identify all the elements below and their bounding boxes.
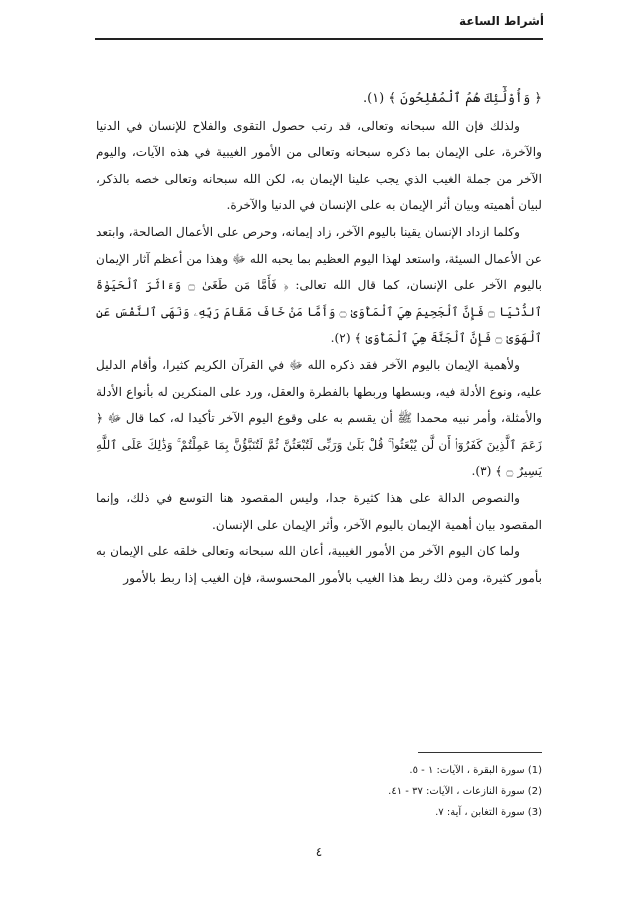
footnotes (242, 760, 542, 823)
footnote-2: (2) سورة النازعات ، الآيات: ٣٧ - ٤١. (388, 786, 542, 797)
paragraph-2: ولذلك فإن الله سبحانه وتعالى، قد رتب حصول التقوى والفلاح للإنسان في الدنيا والآخرة، على الإيمان بما ذكره سبحانه وتعالى من الأمور الغيبية في هذه الآيات، واليوم الآخر من جملة الغيب الذي يجب علينا الإيمان به، لكن الله سبحانه وتعالى خصه بالذكر، لبيان أهميته وبيان أثر الإيمان به على الإنسان في الدنيا والآخرة. (96, 118, 542, 213)
footnote-3: (3) سورة التغابن ، آية: ٧. (435, 807, 542, 818)
paragraph-6: ولما كان اليوم الآخر من الأمور الغيبية، أعان الله سبحانه وتعالى خلقه على الإيمان به بأمور كثيرة، ومن ذلك ربط هذا الغيب بالأمور المحسوسة، فإن الغيب إذا ربط بالأمور (96, 544, 542, 585)
running-header: أشراط الساعة (459, 14, 544, 28)
paragraph-5: والنصوص الدالة على هذا كثيرة جدا، وليس المقصود هنا التوسع في ذلك، وإنما المقصود بيان أهمية الإيمان باليوم الآخر، وأثر الإيمان على الإنسان. (96, 490, 542, 532)
paragraph-verse-1: ﴿ وَأُوْلَٰٓئِكَ هُمُ ٱلْمُفْلِحُونَ ﴾ (١). (362, 91, 542, 106)
header-divider (95, 38, 543, 40)
body-text (96, 86, 542, 591)
footnote-divider (418, 752, 542, 753)
paragraph-3: وكلما ازداد الإنسان يقينا باليوم الآخر، زاد إيمانه، وحرص على الأعمال الصالحة، وابتعد عن الأعمال السيئة، واستعد لهذا اليوم العظيم بما يحبه الله ﷻ وهذا من أعظم آثار الإيمان باليوم الآخر على الإنسان، كما قال الله تعالى: ﴿ فَأَمَّا مَن طَغَىٰ ۝ وَءَاثَرَ ٱلْحَيَوٰةَ ٱلدُّنْيَا ۝ فَإِنَّ ٱلْجَحِيمَ هِيَ ٱلْمَأْوَىٰ ۝ وَأَمَّا مَنْ خَافَ مَقَامَ رَبِّهِۦ وَنَهَى ٱلنَّفْسَ عَنِ ٱلْهَوَىٰ ۝ فَإِنَّ ٱلْجَنَّةَ هِيَ ٱلْمَأْوَىٰ ﴾ (٢). (96, 224, 542, 346)
footnote-1: (1) سورة البقرة ، الآيات: ١ - ٥. (409, 765, 542, 776)
page-number: ٤ (315, 845, 323, 859)
paragraph-4: ولأهمية الإيمان باليوم الآخر فقد ذكره الله ﷻ في القرآن الكريم كثيرا، وأقام الدليل عليه، ونوع الأدلة فيه، وبسطها وربطها بالفطرة والعقل، ورد على المنكرين له بأنواع الأدلة والأمثلة، وأمر نبيه محمدا ﷺ أن يقسم به على وقوع اليوم الآخر تأكيدا له، كما قال ﷻ ﴿ زَعَمَ ٱلَّذِينَ كَفَرُوٓا۟ أَن لَّن يُبْعَثُوا۟ ۚ قُلْ بَلَىٰ وَرَبِّى لَتُبْعَثُنَّ ثُمَّ لَتُنَبَّؤُنَّ بِمَا عَمِلْتُمْ ۚ وَذَٰلِكَ عَلَى ٱللَّهِ يَسِيرٌ ۝ ﴾ (٣). (96, 357, 542, 479)
